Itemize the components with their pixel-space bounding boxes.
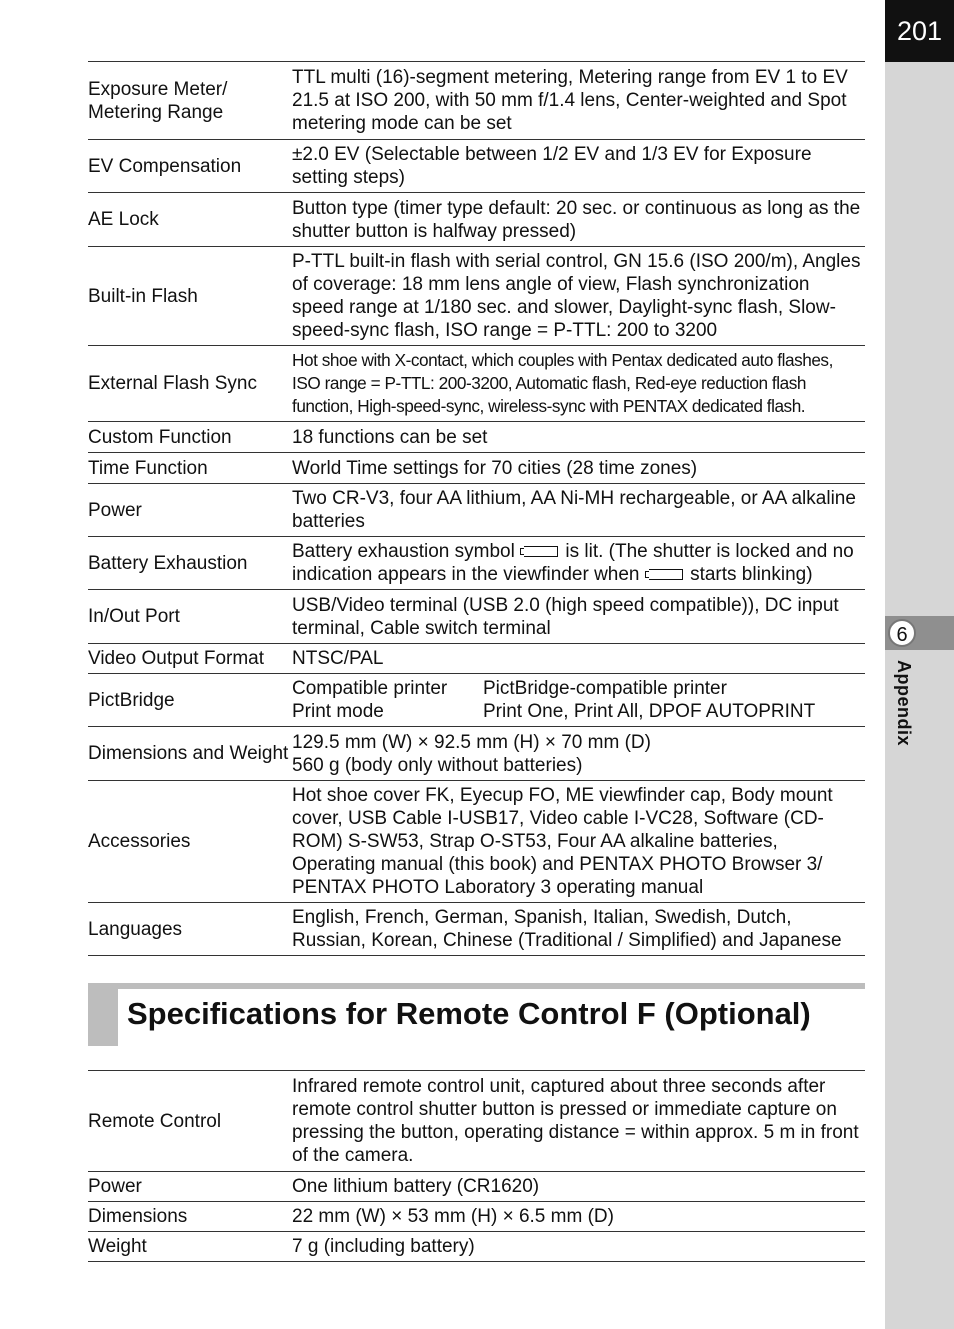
- pictbridge-value: PictBridge-compatible printer: [483, 678, 727, 699]
- battery-icon: [645, 568, 685, 581]
- spec-label: Custom Function: [88, 426, 232, 448]
- spec-label: Power: [88, 499, 142, 521]
- table-row: [88, 674, 865, 727]
- chapter-label: Appendix: [894, 660, 914, 747]
- battery-text-b: is lit. (The shutter is locked and no indication appears in the viewfinder when: [292, 541, 854, 585]
- spec-value: [292, 537, 865, 590]
- weight-line: 560 g (body only without batteries): [292, 754, 583, 776]
- spec-label: Power: [88, 1176, 142, 1197]
- spec-value: Button type (timer type default: 20 sec. or continuous as long as the shutter button is halfway pressed): [292, 197, 861, 242]
- spec-label: EV Compensation: [88, 155, 242, 177]
- spec-value: World Time settings for 70 cities (28 time zones): [292, 457, 698, 479]
- spec-value: Hot shoe with X-contact, which couples with Pentax dedicated auto flashes, ISO range = P-TTL: 200-3200, Automatic flash, Red-eye reduction flash function, High-speed-sync, wireless-sync with PENTAX dedicated flash.: [292, 350, 833, 416]
- section-title: Specifications for Remote Control F (Optional): [127, 996, 811, 1031]
- table-row: [88, 590, 865, 644]
- dimensions-line: 129.5 mm (W) × 92.5 mm (H) × 70 mm (D): [292, 731, 651, 753]
- spec-value: Two CR-V3, four AA lithium, AA Ni-MH rechargeable, or AA alkaline batteries: [292, 488, 856, 532]
- spec-value: 7 g (including battery): [292, 1236, 475, 1257]
- spec-label: Dimensions and Weight: [88, 743, 289, 764]
- page-number: 201: [885, 0, 954, 62]
- spec-label: In/Out Port: [88, 606, 180, 627]
- spec-value: ±2.0 EV (Selectable between 1/2 EV and 1/3 EV for Exposure setting steps): [292, 144, 812, 188]
- spec-label: AE Lock: [88, 209, 159, 230]
- spec-label: Exposure Meter/ Metering Range: [88, 78, 228, 123]
- spec-value: TTL multi (16)-segment metering, Metering range from EV 1 to EV 21.5 at ISO 200, with 50 mm f/1.4 lens, Center-weighted and Spot metering mode can be set: [292, 67, 848, 134]
- spec-value: One lithium battery (CR1620): [292, 1176, 540, 1197]
- spec-label: PictBridge: [88, 689, 175, 711]
- spec-value: [292, 727, 865, 781]
- spec-label: Languages: [88, 918, 183, 940]
- spec-value: 22 mm (W) × 53 mm (H) × 6.5 mm (D): [292, 1206, 614, 1227]
- spec-label: Remote Control: [88, 1110, 222, 1132]
- spec-label: Accessories: [88, 831, 191, 852]
- spec-value: English, French, German, Spanish, Italian, Swedish, Dutch, Russian, Korean, Chinese (Traditional / Simplified) and Japanese: [292, 907, 842, 951]
- spec-value: [292, 674, 865, 727]
- table-row: [88, 422, 865, 453]
- table-row: [88, 1071, 865, 1172]
- section-bar: [88, 983, 118, 1046]
- spec-label: Dimensions: [88, 1206, 188, 1227]
- spec-label: External Flash Sync: [88, 373, 257, 394]
- spec-value: NTSC/PAL: [292, 648, 384, 669]
- table-row: [88, 247, 865, 346]
- pictbridge-value: Print One, Print All, DPOF AUTOPRINT: [483, 701, 816, 722]
- chapter-number: 6: [888, 619, 916, 647]
- pictbridge-key: Compatible printer: [292, 678, 448, 699]
- spec-value: Infrared remote control unit, captured about three seconds after remote control shutter button is pressed or immediate capture on pressing the button, operating distance = within approx. 5 m in front of the camera.: [292, 1076, 859, 1166]
- table-row: [88, 537, 865, 590]
- table-row: [88, 1202, 865, 1232]
- table-row: [88, 346, 865, 422]
- table-row: [88, 140, 865, 193]
- table-row: [88, 484, 865, 537]
- table-row: [88, 453, 865, 484]
- spec-label: Time Function: [88, 457, 208, 479]
- table-row: [88, 1172, 865, 1202]
- table-row: [88, 62, 865, 140]
- camera-spec-table: [88, 61, 865, 956]
- spec-value: P-TTL built-in flash with serial control, GN 15.6 (ISO 200/m), Angles of coverage: 18 mm lens angle of view, Flash synchronization speed range at 1/180 sec. and slower, Daylight-sync flash, Slow-speed-sync flash, ISO range = P-TTL: 200 to 3200: [292, 251, 861, 341]
- spec-label: Video Output Format: [88, 648, 265, 669]
- spec-label: Battery Exhaustion: [88, 552, 248, 574]
- table-row: [88, 727, 865, 781]
- table-row: [88, 781, 865, 903]
- table-row: [88, 903, 865, 956]
- spec-value: Hot shoe cover FK, Eyecup FO, ME viewfinder cap, Body mount cover, USB Cable I-USB17, Video cable I-VC28, Software (CD-ROM) S-SW53, Strap O-ST53, Four AA alkaline batteries, Operating manual (this book) and PENTAX PHOTO Browser 3/ PENTAX PHOTO Laboratory 3 operating manual: [292, 785, 833, 898]
- battery-text-a: Battery exhaustion symbol: [292, 541, 515, 562]
- table-row: [88, 193, 865, 247]
- battery-icon: [520, 545, 560, 558]
- table-row: [88, 644, 865, 674]
- table-row: [88, 1232, 865, 1262]
- section-heading: [88, 983, 865, 1046]
- spec-value: USB/Video terminal (USB 2.0 (high speed compatible)), DC input terminal, Cable switch terminal: [292, 594, 839, 639]
- pictbridge-key: Print mode: [292, 701, 384, 722]
- battery-text-c: starts blinking): [690, 564, 813, 585]
- spec-value: 18 functions can be set: [292, 426, 488, 448]
- spec-label: Weight: [88, 1236, 147, 1257]
- spec-label: Built-in Flash: [88, 285, 198, 307]
- remote-spec-table: [88, 1070, 865, 1262]
